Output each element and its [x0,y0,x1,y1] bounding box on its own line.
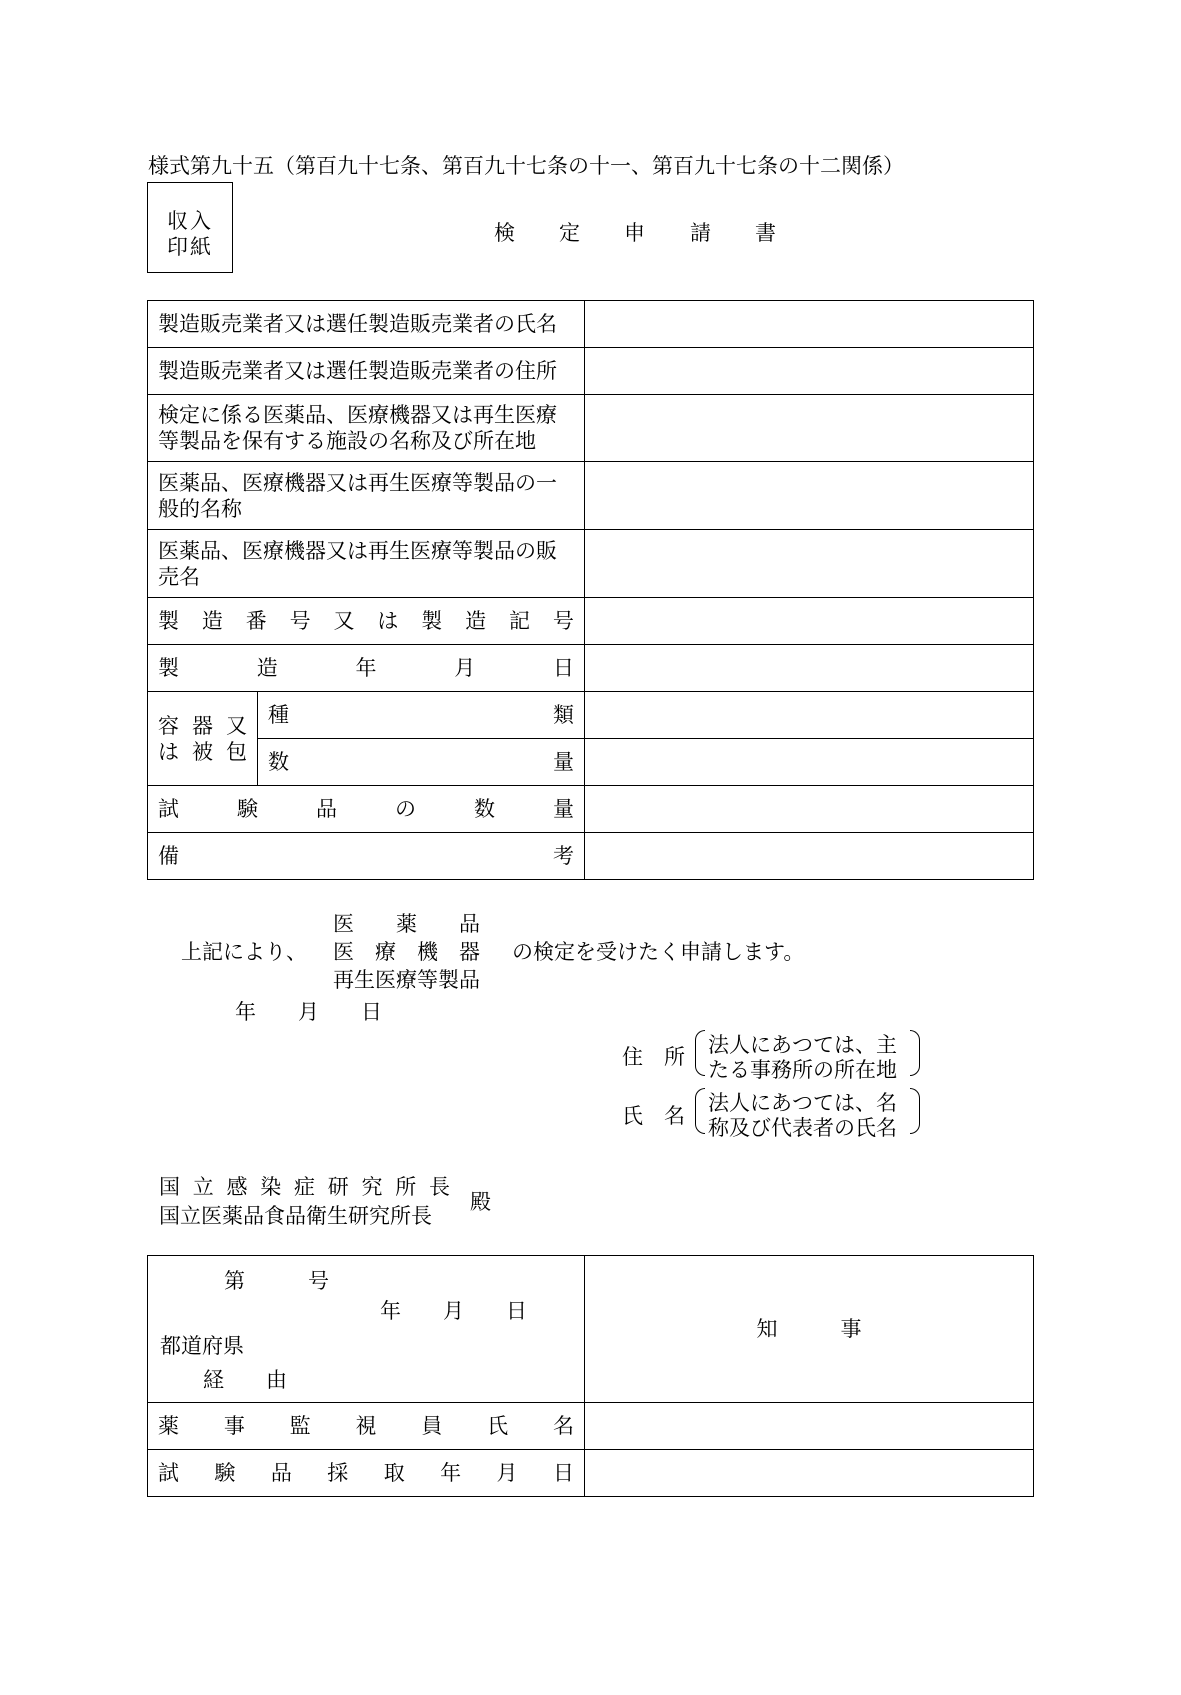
label-test-quantity [148,786,585,833]
label-char: 月 [496,1461,518,1485]
addressee-char: 染 [260,1175,282,1199]
governor-label: 知 事 [756,1317,862,1341]
reference-number: 第 号 [224,1269,329,1293]
label-char: 監 [289,1414,311,1438]
title-char: 書 [755,221,776,245]
field-container-quantity[interactable] [585,739,1034,786]
label-char: 員 [421,1414,443,1438]
table-row [148,1403,1034,1450]
table-row [148,348,1034,395]
stamp-label-line1: 収入 [167,209,213,233]
field-sampling-date[interactable] [585,1450,1034,1497]
statement-item-device: 医 療 機 器 [333,940,480,964]
label-char: 備 [158,844,179,868]
label-char: 製 [158,656,179,680]
honorific: 殿 [470,1190,491,1214]
label-char: 数 [474,797,495,821]
statement-prefix: 上記により、 [181,940,307,964]
close-bracket [910,1088,920,1134]
table-row [148,1256,1034,1403]
field-applicant-address[interactable] [585,348,1034,395]
label-container-quantity [258,739,585,786]
table-row [148,645,1034,692]
label-char: 名 [552,1414,574,1438]
label-char: 品 [270,1461,292,1485]
label-char: 月 [454,656,476,680]
label-char: 製 [421,609,443,633]
addressee-char: 立 [192,1175,214,1199]
label-char: 容 [158,713,179,738]
field-sales-name[interactable] [585,530,1034,598]
governor-cell [585,1256,1034,1403]
field-lot-number[interactable] [585,598,1034,645]
label-manufacture-date [148,645,585,692]
stamp-label-line2: 印紙 [167,235,213,259]
label-char: 種 [268,703,289,727]
label-lot-number [148,598,585,645]
label-char: 氏 [487,1414,509,1438]
label-line: 等製品を保有する施設の名称及び所在地 [158,429,536,453]
label-inspector-name [148,1403,585,1450]
label-char: 薬 [158,1414,179,1438]
label-char: 又 [226,713,247,738]
routing-date: 年 月 日 [380,1299,527,1323]
label-char: 日 [553,656,574,680]
label-applicant-address: 製造販売業者又は選任製造販売業者の住所 [148,348,585,395]
label-line: 検定に係る医薬品、医療機器又は再生医療 [158,403,557,427]
label-char: 視 [355,1414,377,1438]
label-char: 量 [553,797,574,821]
addressee-char: 研 [327,1175,349,1199]
label-char: 器 [192,713,213,738]
addressee-char: 国 [159,1175,180,1199]
label-char: 採 [327,1461,349,1485]
label-sales-name [148,530,585,598]
statement-item-regenerative: 再生医療等製品 [333,968,480,992]
address-label: 住 所 [622,1045,685,1069]
label-general-name [148,462,585,530]
field-container-kind[interactable] [585,692,1034,739]
field-remarks[interactable] [585,833,1034,880]
label-char: 号 [552,609,574,633]
label-char: 造 [201,609,223,633]
label-char: 年 [440,1461,462,1485]
addressee-char: 感 [226,1175,248,1199]
title-char: 検 [494,221,515,245]
table-row [148,598,1034,645]
label-line: 医薬品、医療機器又は再生医療等製品の一 [158,470,557,495]
addressee-line2: 国立医薬品食品衛生研究所長 [159,1204,432,1228]
table-row [148,786,1034,833]
statement-item-drug: 医 薬 品 [333,912,480,936]
label-line: 売名 [158,564,200,589]
revenue-stamp-box [147,182,233,273]
prefecture-label: 都道府県 [160,1334,244,1358]
name-label: 氏 名 [622,1104,685,1128]
label-char: は [158,739,179,764]
field-inspector-name[interactable] [585,1403,1034,1450]
table-row [148,301,1034,348]
table-row [148,833,1034,880]
application-date: 年 月 日 [235,1000,382,1024]
label-facility [148,395,585,462]
open-bracket [695,1030,705,1076]
label-char: 事 [223,1414,245,1438]
field-facility[interactable] [585,395,1034,462]
table-row [148,530,1034,598]
title-char: 定 [559,221,580,245]
label-char: 番 [245,609,267,633]
label-applicant-name: 製造販売業者又は選任製造販売業者の氏名 [148,301,585,348]
address-note-line1: 法人にあつては、主 [708,1033,897,1057]
label-char: 又 [333,609,355,633]
addressee-char: 所 [395,1175,417,1199]
label-char: 考 [553,844,574,868]
label-char: 品 [316,797,337,821]
label-char: 日 [552,1461,574,1485]
label-line: 医薬品、医療機器又は再生医療等製品の販 [158,538,557,563]
label-char: 量 [553,750,574,774]
label-char: 包 [226,739,247,764]
addressee-char: 長 [429,1175,450,1199]
label-char: 製 [158,609,179,633]
label-char: は [377,609,399,633]
label-char: 年 [355,656,377,680]
label-char: 験 [237,797,258,821]
label-char: 験 [214,1461,236,1485]
label-char: 試 [158,1461,179,1485]
routing-cell [148,1256,585,1403]
label-container-kind [258,692,585,739]
label-sampling-date [148,1450,585,1497]
addressee-char: 究 [361,1175,383,1199]
label-container [148,692,258,786]
label-char: 造 [465,609,487,633]
label-char: 取 [383,1461,405,1485]
name-note-line2: 称及び代表者の氏名 [708,1116,897,1140]
name-note-line1: 法人にあつては、名 [708,1091,897,1115]
table-row [148,462,1034,530]
label-char: 試 [158,797,179,821]
title-char: 申 [624,221,645,245]
label-remarks [148,833,585,880]
label-char: 類 [553,703,574,727]
close-bracket [910,1030,920,1076]
form-number: 様式第九十五（第百九十七条、第百九十七条の十一、第百九十七条の十二関係） [148,154,904,178]
table-row [148,1450,1034,1497]
open-bracket [695,1088,705,1134]
field-test-quantity[interactable] [585,786,1034,833]
application-table [147,300,1034,880]
label-line: 般的名称 [158,496,242,521]
title-char: 請 [690,221,711,245]
official-use-table [147,1255,1034,1497]
label-char: 号 [289,609,311,633]
label-char: 被 [192,739,213,764]
addressee-line1 [159,1171,450,1201]
statement-suffix: の検定を受けたく申請します。 [512,940,805,964]
field-applicant-name[interactable] [585,301,1034,348]
table-row [148,692,1034,739]
field-manufacture-date[interactable] [585,645,1034,692]
label-char: 造 [256,656,278,680]
label-char: の [395,797,416,821]
via-label: 経 由 [203,1368,287,1392]
addressee-char: 症 [294,1175,315,1199]
label-char: 数 [268,750,289,774]
field-general-name[interactable] [585,462,1034,530]
label-char: 記 [509,609,530,633]
address-note-line2: たる事務所の所在地 [708,1058,897,1082]
table-row [148,395,1034,462]
table-row [148,739,1034,786]
